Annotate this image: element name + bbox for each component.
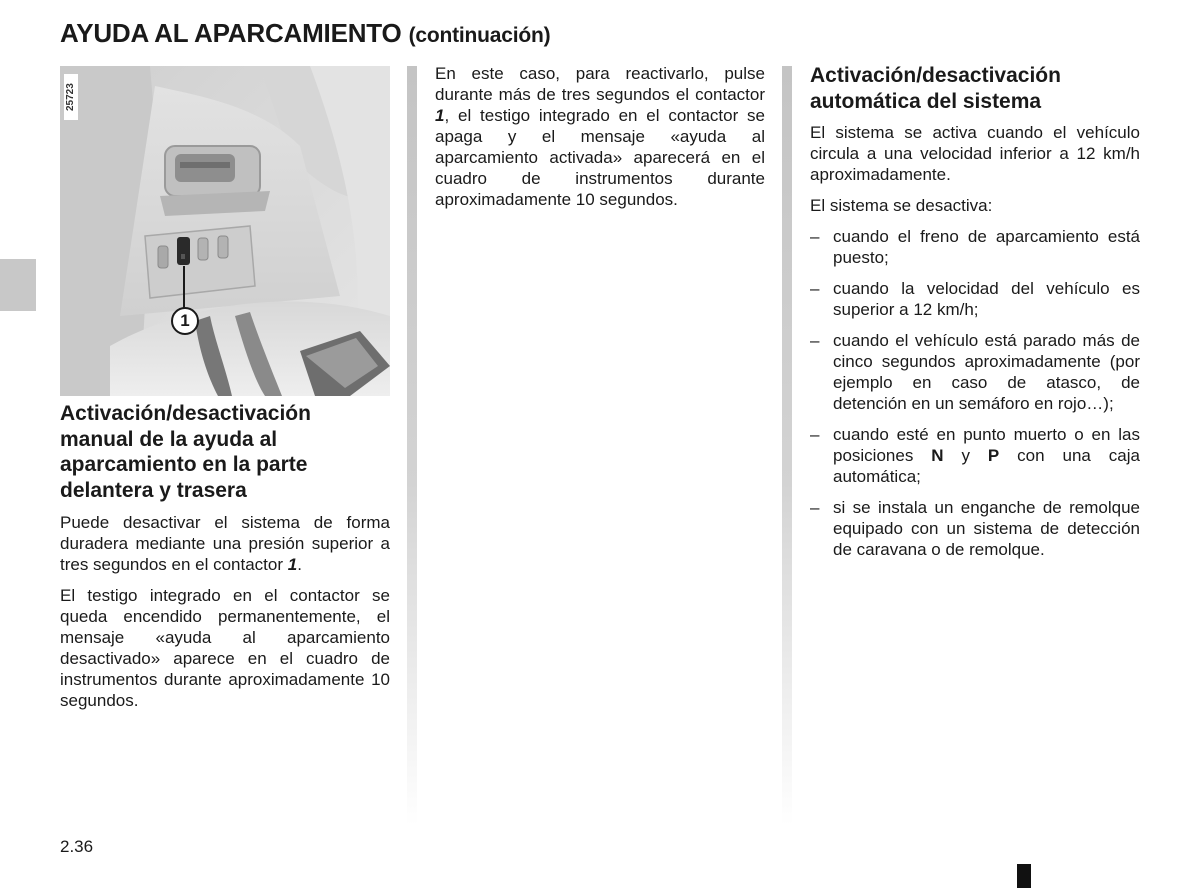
switch-reference: 1 (435, 106, 445, 125)
page-title (60, 18, 550, 49)
title-subtitle: (continuación) (408, 24, 551, 47)
manual-deactivation-paragraph-2: El testigo integrado en el contactor se queda encendido permanentemente, el mensaje «ayuda al aparcamiento desactivado» aparece en el cuadro de instrumentos durante aproximadamente 10 segundos. (60, 586, 390, 710)
paragraph-text: En este caso, para reactivarlo, pulse durante más de tres segundos el contactor (435, 64, 765, 104)
deactivation-conditions-list (810, 226, 1140, 560)
list-item (810, 278, 1140, 320)
list-item (810, 497, 1140, 560)
list-item (810, 424, 1140, 487)
middle-text-column (435, 63, 765, 210)
left-text-column (60, 401, 390, 711)
reactivation-paragraph (435, 63, 765, 210)
figure-reference-number: 25723 (64, 74, 78, 120)
bullet-dash: – (810, 498, 820, 517)
callout-marker-1: 1 (171, 307, 199, 335)
page-number: 2.36 (60, 837, 94, 856)
title-main: AYUDA AL APARCAMIENTO (60, 18, 402, 48)
page-corner-mark (1017, 864, 1031, 888)
bullet-dash: – (810, 227, 820, 246)
list-item-text: si se instala un enganche de remolque equipado con un sistema de detección de caravana o de remolque. (833, 498, 1140, 559)
gear-position-p: P (987, 446, 1000, 465)
list-item-text: cuando el freno de aparcamiento está puesto; (833, 227, 1140, 267)
gear-position-n: N (931, 446, 944, 465)
list-item (810, 330, 1140, 414)
bullet-dash: – (810, 425, 820, 444)
deactivation-intro: El sistema se desactiva: (810, 196, 993, 215)
column-divider-1 (407, 66, 417, 826)
switch-reference: 1 (287, 555, 298, 574)
paragraph-text-end: , el testigo integrado en el contactor se apaga y el mensaje «ayuda al aparcamiento activada» aparecerá en el cuadro de instrumentos durante aproximadamente 10 segundos. (435, 106, 765, 209)
manual-deactivation-heading: Activación/desactivación manual de la ayuda al aparcamiento en la parte delantera y trasera (60, 402, 311, 502)
manual-deactivation-paragraph-1 (60, 512, 390, 575)
paragraph-text-end: . (297, 555, 302, 574)
list-item-text-mid: y (943, 446, 988, 465)
automatic-activation-heading: Activación/desactivación automática del sistema (810, 64, 1061, 113)
bullet-dash: – (810, 331, 820, 350)
chapter-side-tab (0, 259, 36, 311)
list-item-text-end: con una caja automática; (833, 446, 1140, 486)
column-divider-2 (782, 66, 792, 826)
list-item (810, 226, 1140, 268)
list-item-text: cuando la velocidad del vehículo es superior a 12 km/h; (833, 279, 1140, 319)
list-item-text: cuando el vehículo está parado más de cinco segundos aproximadamente (por ejemplo en caso de atasco, de detención en un semáforo en rojo…); (833, 331, 1140, 413)
bullet-dash: – (810, 279, 820, 298)
automatic-activation-paragraph: El sistema se activa cuando el vehículo circula a una velocidad inferior a 12 km/h aproximadamente. (810, 123, 1140, 184)
dashboard-switch-photo (60, 66, 390, 396)
list-item-text: cuando esté en punto muerto o en las posiciones (833, 425, 1140, 465)
right-text-column (810, 63, 1140, 570)
paragraph-text: Puede desactivar el sistema de forma duradera mediante una presión superior a tres segundos en el contactor (60, 513, 390, 574)
